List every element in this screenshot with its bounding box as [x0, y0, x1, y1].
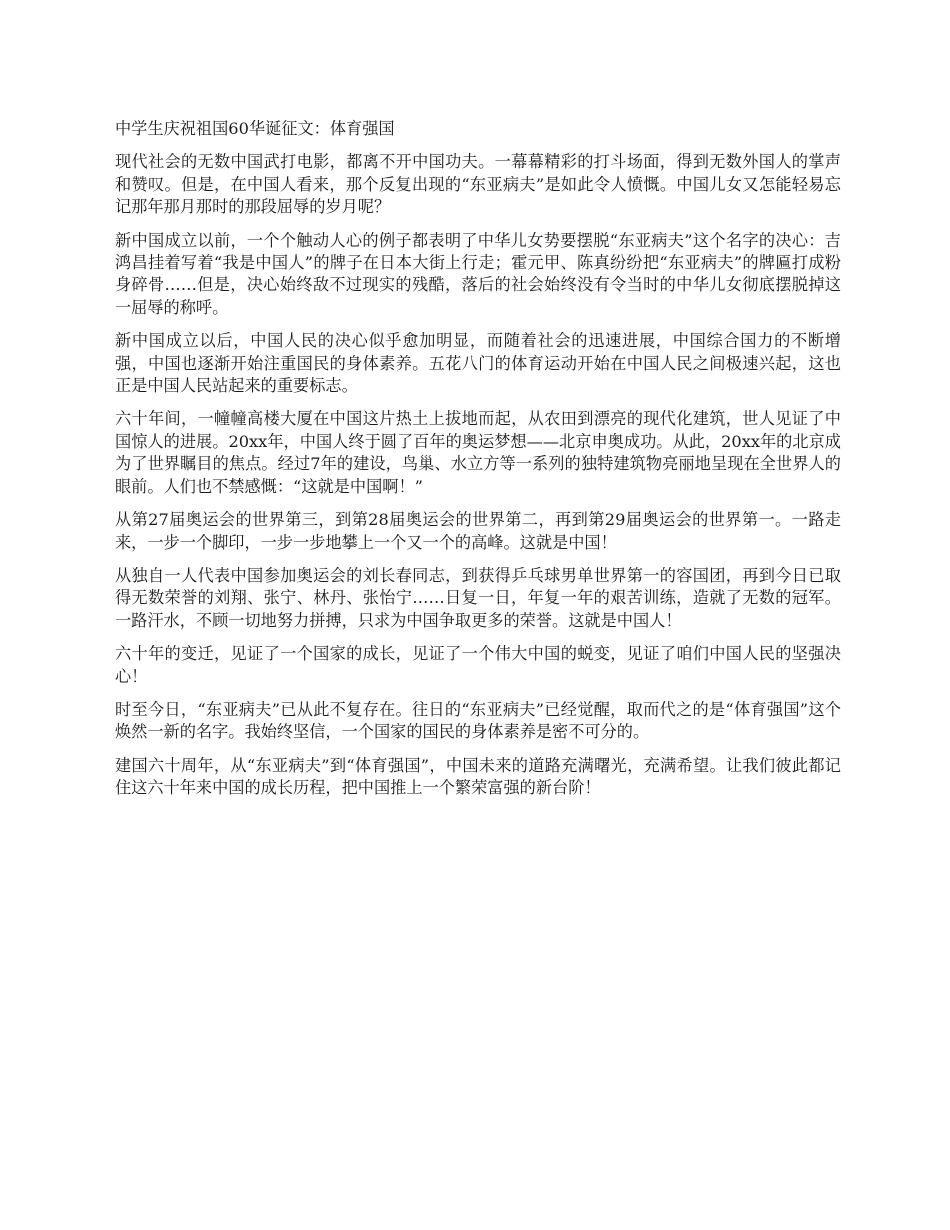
paragraph: 新中国成立以后，中国人民的决心似乎愈加明显，而随着社会的迅速进展，中国综合国力的不断增强，中国也逐渐开始注重国民的身体素养。五花八门的体育运动开始在中国人民之间极速兴起，这也正是中国人民站起来的重要标志。	[115, 331, 841, 396]
paragraph: 建国六十周年，从“东亚病夫”到“体育强国”，中国未来的道路充满曙光，充满希望。让我们彼此都记住这六十年来中国的成长历程，把中国推上一个繁荣富强的新台阶！	[115, 755, 841, 798]
paragraph: 时至今日，“东亚病夫”已从此不复存在。往日的“东亚病夫”已经觉醒，取而代之的是“体育强国”这个焕然一新的名字。我始终坚信，一个国家的国民的身体素养是密不可分的。	[115, 699, 841, 742]
paragraph: 从独自一人代表中国参加奥运会的刘长春同志，到获得乒乓球男单世界第一的容国团，再到今日已取得无数荣誉的刘翔、张宁、林丹、张怡宁……日复一日，年复一年的艰苦训练，造就了无数的冠军。一路汗水，不顾一切地努力拼搏，只求为中国争取更多的荣誉。这就是中国人！	[115, 565, 841, 630]
paragraph: 现代社会的无数中国武打电影，都离不开中国功夫。一幕幕精彩的打斗场面，得到无数外国人的掌声和赞叹。但是，在中国人看来，那个反复出现的“东亚病夫”是如此令人愤慨。中国儿女又怎能轻易忘记那年那月那时的那段屈辱的岁月呢？	[115, 152, 841, 217]
paragraph: 从第27届奥运会的世界第三，到第28届奥运会的世界第二，再到第29届奥运会的世界第一。一路走来，一步一个脚印，一步一步地攀上一个又一个的高峰。这就是中国！	[115, 510, 841, 552]
document-title: 中学生庆祝祖国60华诞征文：体育强国	[115, 119, 395, 138]
paragraph: 新中国成立以前，一个个触动人心的例子都表明了中华儿女势要摆脱“东亚病夫”这个名字的决心：吉鸿昌挂着写着“我是中国人”的牌子在日本大街上行走；霍元甲、陈真纷纷把“东亚病夫”的牌匾打成粉身碎骨……但是，决心始终敌不过现实的残酷，落后的社会始终没有令当时的中华儿女彻底摆脱掉这一屈辱的称呼。	[115, 230, 841, 317]
document-page	[115, 118, 841, 811]
paragraph: 六十年间，一幢幢高楼大厦在中国这片热土上拔地而起，从农田到漂亮的现代化建筑，世人见证了中国惊人的进展。20xx年，中国人终于圆了百年的奥运梦想——北京申奥成功。从此，20xx年的北京成为了世界瞩目的焦点。经过7年的建设，鸟巢、水立方等一系列的独特建筑物亮丽地呈现在全世界人的眼前。人们也不禁感慨：“这就是中国啊！”	[115, 409, 841, 496]
paragraph: 六十年的变迁，见证了一个国家的成长，见证了一个伟大中国的蜕变，见证了咱们中国人民的坚强决心！	[115, 644, 841, 686]
